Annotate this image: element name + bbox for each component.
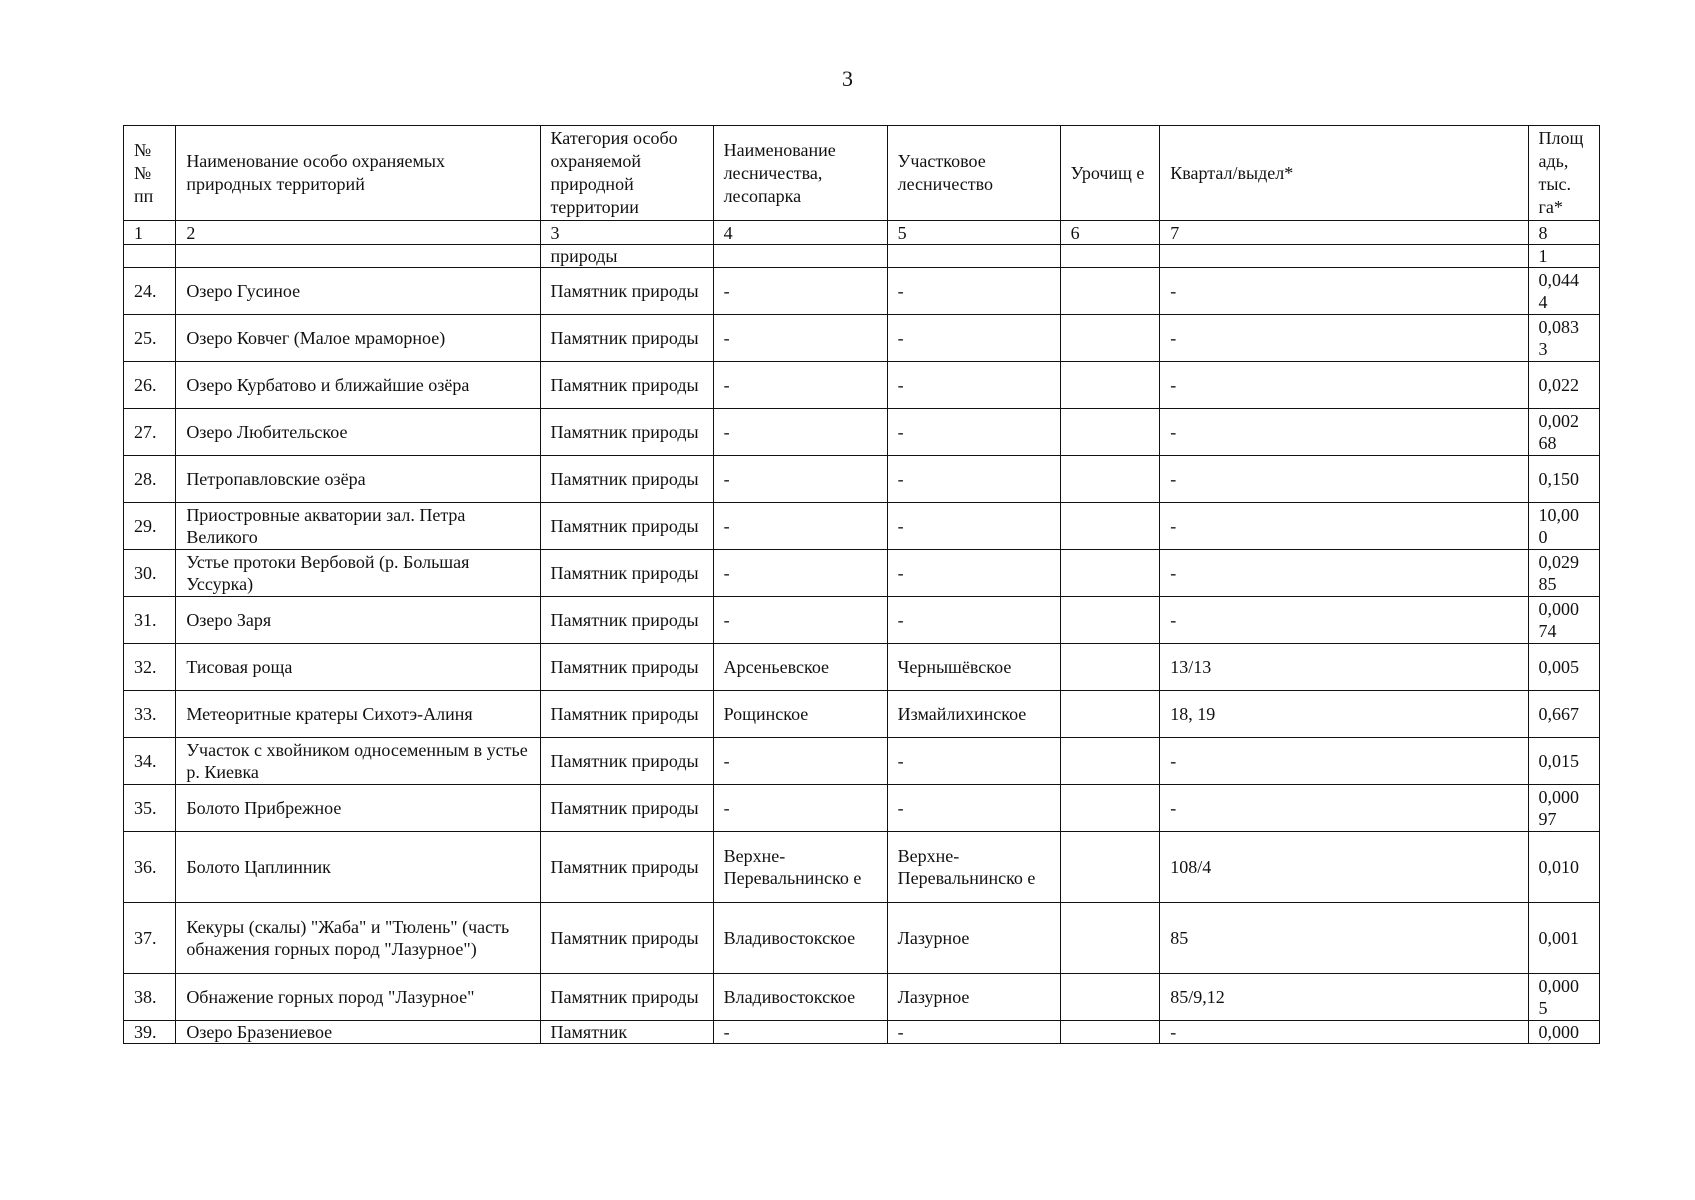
- table-cell: [1060, 903, 1160, 974]
- table-cell: [1060, 268, 1160, 315]
- table-cell: 29.: [124, 503, 176, 550]
- table-cell: [1060, 550, 1160, 597]
- header-cell-forestry: Наименование лесничества, лесопарка: [713, 126, 887, 221]
- table-cell: 0,001: [1528, 903, 1600, 974]
- table-cell: Озеро Гусиное: [176, 268, 540, 315]
- table-cell: 26.: [124, 362, 176, 409]
- column-number-row: [124, 221, 1600, 245]
- table-row: [124, 409, 1600, 456]
- table-cell: Верхне-Перевальнинско е: [887, 832, 1060, 903]
- table-cell: 0,044 4: [1528, 268, 1600, 315]
- table-cell: Устье протоки Вербовой (р. Большая Уссурка): [176, 550, 540, 597]
- table-cell: 18, 19: [1160, 691, 1528, 738]
- table-cell: 0,015: [1528, 738, 1600, 785]
- table-cell: Озеро Любительское: [176, 409, 540, 456]
- table-cell: Памятник природы: [540, 362, 713, 409]
- header-cell-name: Наименование особо охраняемых природных территорий: [176, 126, 540, 221]
- table-cell: -: [1160, 785, 1528, 832]
- table-cell: Памятник природы: [540, 738, 713, 785]
- table-cell: Озеро Бразениевое: [176, 1021, 540, 1044]
- table-cell: -: [1160, 1021, 1528, 1044]
- table-cell: 0,083 3: [1528, 315, 1600, 362]
- table-cell: -: [1160, 456, 1528, 503]
- table-cell: Обнажение горных пород "Лазурное": [176, 974, 540, 1021]
- table-cell: -: [1160, 503, 1528, 550]
- table-cell: Озеро Заря: [176, 597, 540, 644]
- table-cell: 0,000 97: [1528, 785, 1600, 832]
- table-cell: 85: [1160, 903, 1528, 974]
- table-cell: [1060, 738, 1160, 785]
- column-number-cell: 5: [887, 221, 1060, 245]
- table-cell: [1060, 315, 1160, 362]
- table-cell: -: [713, 362, 887, 409]
- table-cell: [1060, 503, 1160, 550]
- table-cell: [1060, 456, 1160, 503]
- table-cell: Памятник природы: [540, 644, 713, 691]
- header-row: [124, 126, 1600, 221]
- table-cell: -: [1160, 597, 1528, 644]
- table-cell: [713, 245, 887, 268]
- table-cell: [1060, 362, 1160, 409]
- table-cell: 34.: [124, 738, 176, 785]
- table-cell: -: [713, 1021, 887, 1044]
- table-cell: Памятник природы: [540, 974, 713, 1021]
- table-cell: -: [1160, 409, 1528, 456]
- table-row: [124, 1021, 1600, 1044]
- table-cell: Памятник природы: [540, 503, 713, 550]
- column-number-cell: 8: [1528, 221, 1600, 245]
- table-cell: Измайлихинское: [887, 691, 1060, 738]
- table-cell: Тисовая роща: [176, 644, 540, 691]
- header-cell-area: Площ адь, тыс. га*: [1528, 126, 1600, 221]
- header-cell-category: Категория особо охраняемой природной территории: [540, 126, 713, 221]
- table-row: [124, 738, 1600, 785]
- table-row: [124, 974, 1600, 1021]
- table-cell: -: [1160, 315, 1528, 362]
- table-cell: Озеро Ковчег (Малое мраморное): [176, 315, 540, 362]
- table-cell: -: [713, 503, 887, 550]
- table-cell: 38.: [124, 974, 176, 1021]
- column-number-cell: 3: [540, 221, 713, 245]
- table-cell: -: [713, 597, 887, 644]
- table-cell: -: [1160, 550, 1528, 597]
- table-cell: [887, 245, 1060, 268]
- table-cell: -: [1160, 268, 1528, 315]
- table-cell: 30.: [124, 550, 176, 597]
- table-cell: Болото Цаплинник: [176, 832, 540, 903]
- table-cell: -: [887, 268, 1060, 315]
- table-cell: 35.: [124, 785, 176, 832]
- table-cell: -: [887, 738, 1060, 785]
- header-cell-district-forestry: Участковое лесничество: [887, 126, 1060, 221]
- table-cell: 27.: [124, 409, 176, 456]
- table-cell: 0,667: [1528, 691, 1600, 738]
- table-cell: 24.: [124, 268, 176, 315]
- table-cell: Кекуры (скалы) "Жаба" и "Тюлень" (часть обнажения горных пород "Лазурное"): [176, 903, 540, 974]
- table-cell: 0,000 5: [1528, 974, 1600, 1021]
- header-cell-number: № № пп: [124, 126, 176, 221]
- column-number-cell: 4: [713, 221, 887, 245]
- table-row: [124, 597, 1600, 644]
- table-cell: 0,005: [1528, 644, 1600, 691]
- table-cell: [176, 245, 540, 268]
- table-cell: Участок с хвойником односеменным в устье р. Киевка: [176, 738, 540, 785]
- table-cell: природы: [540, 245, 713, 268]
- table-row: [124, 691, 1600, 738]
- table-row: [124, 550, 1600, 597]
- table-cell: -: [887, 315, 1060, 362]
- table-cell: 0,029 85: [1528, 550, 1600, 597]
- table-row: [124, 644, 1600, 691]
- table-cell: 0,002 68: [1528, 409, 1600, 456]
- table-row: [124, 832, 1600, 903]
- table-cell: -: [1160, 362, 1528, 409]
- table-cell: -: [713, 268, 887, 315]
- table-cell: 32.: [124, 644, 176, 691]
- table-cell: -: [887, 785, 1060, 832]
- table-cell: Памятник природы: [540, 903, 713, 974]
- table-cell: Памятник природы: [540, 691, 713, 738]
- table-row: [124, 456, 1600, 503]
- table-cell: -: [713, 456, 887, 503]
- page-number: 3: [842, 66, 853, 91]
- table-cell: [1060, 644, 1160, 691]
- table-cell: Памятник природы: [540, 456, 713, 503]
- table-cell: -: [887, 362, 1060, 409]
- table-cell: Памятник природы: [540, 832, 713, 903]
- table-row: [124, 903, 1600, 974]
- table-cell: -: [887, 503, 1060, 550]
- table-cell: Арсеньевское: [713, 644, 887, 691]
- table-cell: 85/9,12: [1160, 974, 1528, 1021]
- table-cell: -: [713, 738, 887, 785]
- header-cell-quarter: Квартал/выдел*: [1160, 126, 1528, 221]
- column-number-cell: 1: [124, 221, 176, 245]
- table-cell: 31.: [124, 597, 176, 644]
- table-cell: -: [713, 550, 887, 597]
- table-cell: 39.: [124, 1021, 176, 1044]
- table-row: [124, 315, 1600, 362]
- table-cell: 33.: [124, 691, 176, 738]
- table-cell: [1060, 1021, 1160, 1044]
- table-cell: 13/13: [1160, 644, 1528, 691]
- table-cell: 10,00 0: [1528, 503, 1600, 550]
- table-cell: -: [713, 785, 887, 832]
- table-cell: -: [713, 315, 887, 362]
- protected-areas-table: [123, 125, 1600, 1044]
- table-cell: 25.: [124, 315, 176, 362]
- table-cell: Памятник природы: [540, 785, 713, 832]
- table-cell: 37.: [124, 903, 176, 974]
- table-cell: Болото Прибрежное: [176, 785, 540, 832]
- table-cell: Владивостокское: [713, 974, 887, 1021]
- table-cell: 1: [1528, 245, 1600, 268]
- table-cell: -: [1160, 738, 1528, 785]
- header-cell-tract: Урочищ е: [1060, 126, 1160, 221]
- table-cell: -: [887, 1021, 1060, 1044]
- table-cell: 0,000: [1528, 1021, 1600, 1044]
- column-number-cell: 6: [1060, 221, 1160, 245]
- table-cell: Чернышёвское: [887, 644, 1060, 691]
- table-cell: [124, 245, 176, 268]
- table-cell: -: [887, 456, 1060, 503]
- table-cell: Лазурное: [887, 974, 1060, 1021]
- table-cell: Рощинское: [713, 691, 887, 738]
- table-cell: 0,150: [1528, 456, 1600, 503]
- table-cell: Петропавловские озёра: [176, 456, 540, 503]
- table-row: [124, 503, 1600, 550]
- table-cell: -: [713, 409, 887, 456]
- table-row: [124, 268, 1600, 315]
- table-cell: Верхне-Перевальнинско е: [713, 832, 887, 903]
- table-cell: 0,022: [1528, 362, 1600, 409]
- table-cell: Памятник природы: [540, 409, 713, 456]
- table-cell: 0,010: [1528, 832, 1600, 903]
- table-cell: 28.: [124, 456, 176, 503]
- table-cell: [1060, 245, 1160, 268]
- table-row: [124, 785, 1600, 832]
- table-cell: -: [887, 409, 1060, 456]
- table-cell: Владивостокское: [713, 903, 887, 974]
- table-cell: 0,000 74: [1528, 597, 1600, 644]
- table-cell: Памятник природы: [540, 597, 713, 644]
- table-cell: Памятник природы: [540, 268, 713, 315]
- column-number-cell: 7: [1160, 221, 1528, 245]
- table-cell: Памятник природы: [540, 550, 713, 597]
- table-cell: Метеоритные кратеры Сихотэ-Алиня: [176, 691, 540, 738]
- table-cell: Лазурное: [887, 903, 1060, 974]
- table-cell: Памятник природы: [540, 315, 713, 362]
- table-cell: 36.: [124, 832, 176, 903]
- table-cell: -: [887, 597, 1060, 644]
- table-cell: [1160, 245, 1528, 268]
- table-cell: Памятник: [540, 1021, 713, 1044]
- column-number-cell: 2: [176, 221, 540, 245]
- table-cell: -: [887, 550, 1060, 597]
- table-cell: [1060, 691, 1160, 738]
- table-cell: Озеро Курбатово и ближайшие озёра: [176, 362, 540, 409]
- table-cell: [1060, 832, 1160, 903]
- table-row: [124, 362, 1600, 409]
- table-cell: 108/4: [1160, 832, 1528, 903]
- table-cell: [1060, 785, 1160, 832]
- continuation-row: [124, 245, 1600, 268]
- table-cell: [1060, 597, 1160, 644]
- table-cell: [1060, 409, 1160, 456]
- table-cell: Приостровные акватории зал. Петра Великого: [176, 503, 540, 550]
- table-cell: [1060, 974, 1160, 1021]
